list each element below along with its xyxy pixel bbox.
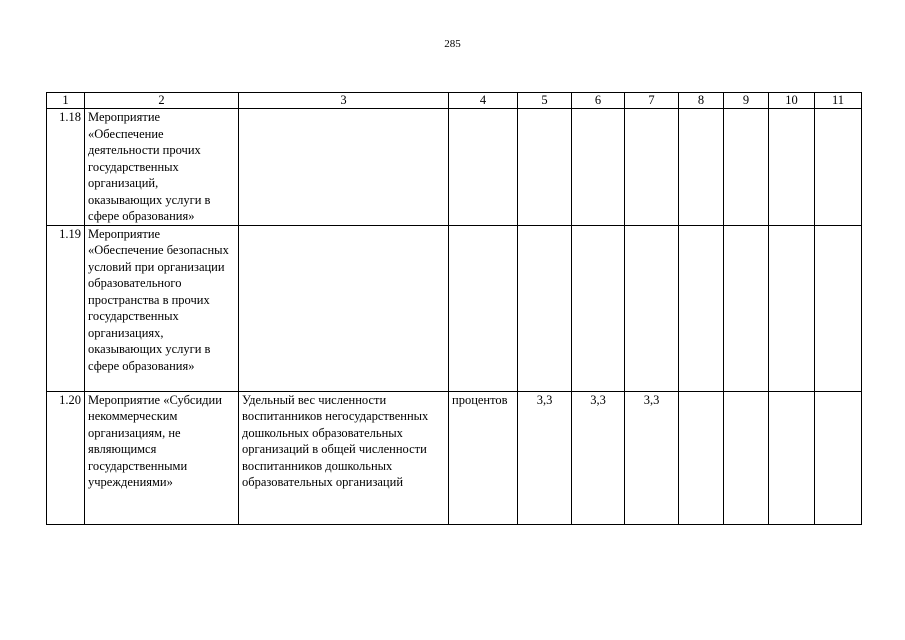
value-cell (769, 225, 815, 391)
value-cell: 3,3 (572, 391, 625, 524)
event-cell: Мероприятие «Обеспечение деятельности прочих государственных организаций, оказывающих услуги в сфере образования» (85, 109, 239, 226)
event-cell: Мероприятие «Обеспечение безопасных условий при организации образовательного пространства в прочих государственных организациях, оказывающих услуги в сфере образования» (85, 225, 239, 391)
value-cell (679, 109, 724, 226)
column-header: 6 (572, 93, 625, 109)
value-cell (572, 225, 625, 391)
column-number-header-row (47, 93, 862, 109)
column-header: 9 (724, 93, 769, 109)
value-cell (572, 109, 625, 226)
column-header: 5 (518, 93, 572, 109)
value-cell: 3,3 (518, 391, 572, 524)
column-header: 7 (625, 93, 679, 109)
value-cell (815, 391, 862, 524)
value-cell (625, 109, 679, 226)
row-id: 1.19 (47, 225, 85, 391)
column-header: 10 (769, 93, 815, 109)
column-header: 2 (85, 93, 239, 109)
value-cell (815, 225, 862, 391)
column-header: 4 (449, 93, 518, 109)
indicator-cell (239, 225, 449, 391)
row-id: 1.20 (47, 391, 85, 524)
indicator-cell (239, 109, 449, 226)
column-header: 1 (47, 93, 85, 109)
page-number: 285 (444, 38, 461, 50)
value-cell (769, 109, 815, 226)
value-cell (724, 391, 769, 524)
column-header: 8 (679, 93, 724, 109)
value-cell (679, 225, 724, 391)
value-cell (625, 225, 679, 391)
column-header: 3 (239, 93, 449, 109)
program-table (46, 92, 862, 525)
table-row (47, 109, 862, 226)
value-cell (815, 109, 862, 226)
value-cell (769, 391, 815, 524)
value-cell (518, 109, 572, 226)
value-cell (518, 225, 572, 391)
value-cell: 3,3 (625, 391, 679, 524)
row-id: 1.18 (47, 109, 85, 226)
column-header: 11 (815, 93, 862, 109)
event-cell: Мероприятие «Субсидии некоммерческим организациям, не являющимся государственными учреждениями» (85, 391, 239, 524)
table-row (47, 391, 862, 524)
table-row (47, 225, 862, 391)
value-cell (679, 391, 724, 524)
value-cell (724, 109, 769, 226)
indicator-cell: Удельный вес численности воспитанников негосударственных дошкольных образовательных организаций в общей численности воспитанников дошкольных образовательных организаций (239, 391, 449, 524)
unit-cell (449, 225, 518, 391)
value-cell (724, 225, 769, 391)
unit-cell: процентов (449, 391, 518, 524)
unit-cell (449, 109, 518, 226)
